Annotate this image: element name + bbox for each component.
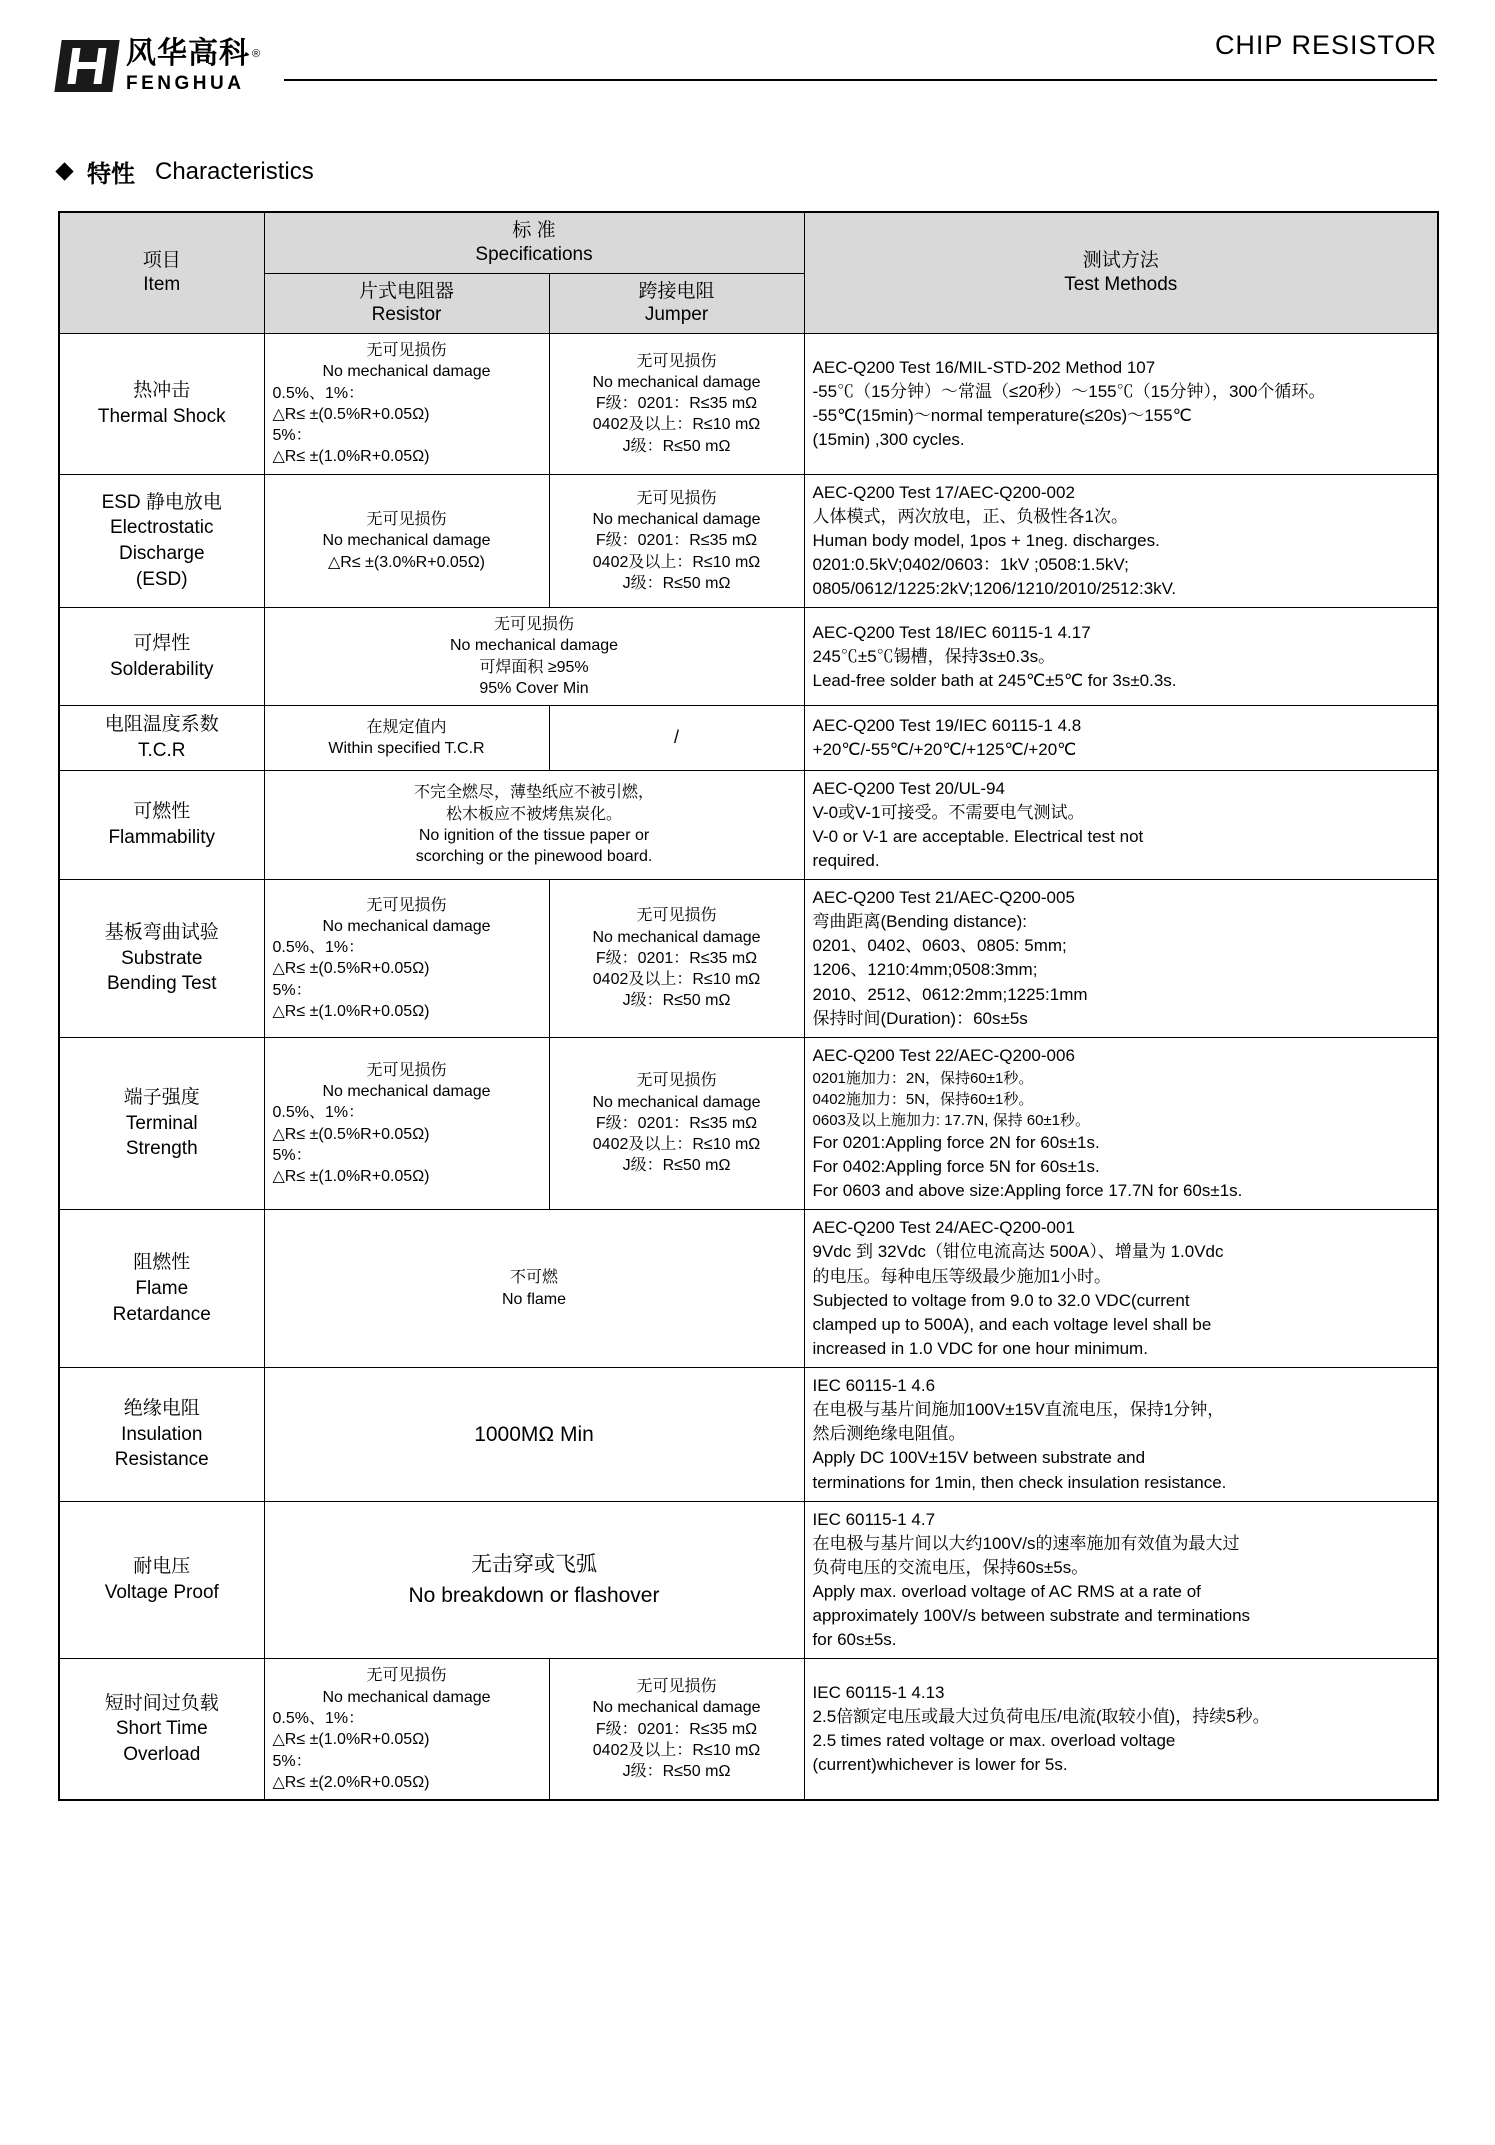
spec-resistor-line: △R≤ ±(0.5%R+0.05Ω) [272,405,430,423]
spec-resistor-line: 0.5%、1%： [272,1709,365,1727]
header-specifications [264,212,804,273]
spec-jumper-cell [549,706,804,770]
spec-resistor-line: △R≤ ±(3.0%R+0.05Ω) [328,553,485,571]
test-method-line: 0201、0402、0603、0805: 5mm; [812,936,1067,956]
item-name-en2: Overload [123,1744,201,1766]
spec-resistor-line: 无可见损伤 [366,511,447,528]
document-title: CHIP RESISTOR [1214,30,1437,60]
spec-jumper-line: / [674,726,680,747]
spec-jumper-line: J级：R≤50 mΩ [622,992,731,1010]
diamond-bullet-icon [55,162,73,180]
table-row [59,1501,1438,1659]
test-method-line: Apply DC 100V±15V between substrate and [812,1448,1146,1468]
item-name-en: Solderability [110,658,214,680]
test-method-cell [804,1368,1438,1502]
test-method-line: AEC-Q200 Test 19/IEC 60115-1 4.8 [812,715,1082,735]
spec-jumper-line: No mechanical damage [592,511,761,528]
test-method-line: 245℃±5℃锡槽，保持3s±0.3s。 [812,646,1056,666]
test-method-line: 弯曲距离(Bending distance): [812,912,1027,932]
spec-resistor-line: Within specified T.C.R [328,739,485,757]
spec-jumper-line: 无可见损伤 [636,352,717,370]
item-name-en: Substrate [121,947,203,969]
spec-resistor-line: 5%： [272,427,312,445]
spec-jumper-cell [549,1659,804,1800]
spec-jumper-line: J级：R≤50 mΩ [622,574,731,592]
test-method-line: Lead-free solder bath at 245℃±5℃ for 3s±0.3s. [812,670,1177,690]
item-name-en: Voltage Proof [104,1582,219,1604]
test-method-line: 0603及以上施加力: 17.7N, 保持 60±1秒。 [812,1111,1091,1129]
item-cell [59,1659,264,1800]
spec-merged-line: No ignition of the tissue paper or [418,826,650,844]
spec-jumper-line: F级：0201：R≤35 mΩ [595,949,758,967]
test-method-line: 保持时间(Duration)：60s±5s [812,1008,1028,1028]
test-method-line: IEC 60115-1 4.6 [812,1376,936,1396]
spec-jumper-line: 无可见损伤 [636,489,717,507]
test-method-line: 2010、2512、0612:2mm;1225:1mm [812,984,1088,1004]
test-method-cell [804,1659,1438,1800]
test-method-line: 然后测绝缘电阻值。 [812,1424,966,1444]
spec-merged-line: No breakdown or flashover [408,1584,660,1608]
spec-jumper-line: J级：R≤50 mΩ [622,1157,731,1175]
section-title-en: Characteristics [155,157,314,185]
spec-resistor-line: △R≤ ±(0.5%R+0.05Ω) [272,960,430,978]
test-method-cell [804,880,1438,1038]
item-name-en2: Resistance [114,1449,209,1471]
item-name-en2: Retardance [112,1303,211,1325]
test-method-line: 人体模式，两次放电，正、负极性各1次。 [812,506,1128,526]
spec-resistor-line: △R≤ ±(1.0%R+0.05Ω) [272,448,430,466]
spec-merged-line: No flame [501,1290,567,1308]
spec-jumper-line: F级：0201：R≤35 mΩ [595,395,758,413]
spec-merged-line: 95% Cover Min [479,680,589,698]
test-method-cell [804,334,1438,475]
item-name-en: Thermal Shock [97,405,226,427]
spec-resistor-line: 无可见损伤 [366,896,447,914]
spec-resistor-cell [264,1037,549,1210]
spec-resistor-line: 0.5%、1%： [272,1104,365,1122]
test-method-line: terminations for 1min, then check insulation resistance. [812,1472,1227,1492]
item-name-cn: 电阻温度系数 [104,714,219,736]
test-method-line: AEC-Q200 Test 16/MIL-STD-202 Method 107 [812,357,1156,377]
spec-merged-cell [264,1501,804,1659]
spec-resistor-line: No mechanical damage [322,917,491,935]
test-method-line: AEC-Q200 Test 21/AEC-Q200-005 [812,888,1075,908]
item-name-cn: 耐电压 [133,1556,191,1578]
spec-resistor-line: 0.5%、1%： [272,384,365,402]
item-name-cn: 可燃性 [133,801,191,823]
spec-resistor-cell [264,706,549,770]
item-name-cn: 端子强度 [123,1087,200,1109]
test-method-line: V-0或V-1可接受。不需要电气测试。 [812,802,1085,822]
spec-merged-line: 1000MΩ Min [474,1422,594,1446]
test-method-line: 2.5 times rated voltage or max. overload voltage [812,1731,1176,1751]
spec-resistor-line: 在规定值内 [366,718,447,736]
test-method-cell [804,1037,1438,1210]
logo-english-name: FENGHUA [126,73,245,94]
spec-jumper-line: No mechanical damage [592,1093,761,1111]
spec-jumper-line: No mechanical damage [592,1699,761,1717]
spec-merged-cell [264,770,804,880]
test-method-line: approximately 100V/s between substrate and terminations [812,1606,1251,1626]
spec-jumper-line: J级：R≤50 mΩ [622,1763,731,1781]
item-name-en2: Bending Test [106,973,217,995]
table-row [59,608,1438,706]
spec-jumper-cell [549,880,804,1038]
test-method-line: AEC-Q200 Test 17/AEC-Q200-002 [812,482,1075,502]
spec-merged-line: No mechanical damage [449,637,619,655]
table-row [59,770,1438,880]
spec-jumper-cell [549,334,804,475]
item-cell [59,706,264,770]
test-method-cell [804,706,1438,770]
header-test-en: Test Methods [1064,274,1178,295]
test-method-line: For 0402:Appling force 5N for 60s±1s. [812,1157,1100,1177]
item-name-en: Short Time [115,1718,208,1740]
item-name-en: Electrostatic [110,517,214,539]
test-method-cell [804,1501,1438,1659]
table-row [59,1037,1438,1210]
company-logo [58,39,260,93]
header-resistor-en: Resistor [371,304,442,326]
item-name-cn: 短时间过负载 [104,1692,219,1714]
spec-jumper-line: 0402及以上：R≤10 mΩ [592,1741,761,1759]
fenghua-logo-icon [54,40,119,92]
table-row [59,1210,1438,1368]
test-method-line: clamped up to 500A), and each voltage level shall be [812,1314,1212,1334]
spec-resistor-line: △R≤ ±(1.0%R+0.05Ω) [272,1002,430,1020]
test-method-line: For 0603 and above size:Appling force 17.7N for 60s±1s. [812,1181,1243,1201]
table-row [59,334,1438,475]
spec-resistor-line: 无可见损伤 [366,1061,447,1079]
header-spec-en: Specifications [475,243,593,265]
item-name-en: Flammability [108,826,216,848]
item-cell [59,770,264,880]
spec-jumper-line: 无可见损伤 [636,907,717,925]
page-header [58,0,1437,114]
header-item-cn: 项目 [142,250,181,272]
header-test-methods [804,212,1438,334]
spec-jumper-line: No mechanical damage [592,373,761,391]
header-resistor-cn: 片式电阻器 [358,280,454,302]
test-method-line: -55℃(15min)～normal temperature(≤20s)～155℃ [812,405,1192,425]
header-item [59,212,264,334]
item-name-cn: 可焊性 [133,633,191,655]
header-jumper-cn: 跨接电阻 [638,280,715,302]
spec-resistor-line: 0.5%、1%： [272,939,365,957]
item-cell [59,1210,264,1368]
spec-resistor-cell [264,1659,549,1800]
item-name-cn: ESD 静电放电 [101,491,222,513]
spec-merged-line: 无可见损伤 [494,616,575,634]
spec-resistor-line: △R≤ ±(1.0%R+0.05Ω) [272,1731,430,1749]
item-name-en2: Discharge [118,542,205,564]
registered-mark-icon: ® [252,47,261,60]
spec-jumper-line: 0402及以上：R≤10 mΩ [592,1136,761,1154]
test-method-line: for 60s±5s. [812,1630,897,1650]
spec-resistor-line: 5%： [272,1146,312,1164]
test-method-line: Human body model, 1pos + 1neg. discharges. [812,530,1160,550]
spec-resistor-line: No mechanical damage [322,363,491,381]
test-method-line: 2.5倍额定电压或最大过负荷电压/电流(取较小值)，持续5秒。 [812,1707,1270,1727]
test-method-cell [804,608,1438,706]
spec-jumper-line: F级：0201：R≤35 mΩ [595,532,758,550]
item-name-cn: 热冲击 [133,380,191,402]
table-row [59,1368,1438,1502]
header-jumper-en: Jumper [644,304,709,326]
test-method-line: 0805/0612/1225:2kV;1206/1210/2010/2512:3kV. [812,579,1177,599]
item-cell [59,1368,264,1502]
test-method-line: 负荷电压的交流电压，保持60s±5s。 [812,1557,1089,1577]
item-cell [59,334,264,475]
test-method-line: (15min) ,300 cycles. [812,429,965,449]
table-row [59,1659,1438,1800]
spec-jumper-cell [549,474,804,608]
spec-resistor-line: 5%： [272,1752,312,1770]
test-method-line: 9Vdc 到 32Vdc（钳位电流高达 500A）、增量为 1.0Vdc [812,1242,1224,1262]
item-cell [59,1037,264,1210]
test-method-cell [804,1210,1438,1368]
table-header-row [59,212,1438,273]
spec-jumper-line: J级：R≤50 mΩ [622,437,731,455]
item-name-en2: Strength [125,1138,198,1160]
logo-text [126,39,260,93]
spec-jumper-line: 无可见损伤 [636,1678,717,1696]
spec-resistor-line: 无可见损伤 [366,342,447,359]
spec-resistor-line: △R≤ ±(2.0%R+0.05Ω) [272,1773,430,1791]
spec-jumper-line: 0402及以上：R≤10 mΩ [592,553,761,571]
header-item-en: Item [143,274,181,295]
item-cell [59,1501,264,1659]
spec-merged-line: scorching or the pinewood board. [415,848,653,866]
header-divider [284,79,1437,81]
spec-merged-line: 不可燃 [510,1269,559,1287]
spec-resistor-line: No mechanical damage [322,1688,491,1706]
item-name-en: T.C.R [138,739,186,761]
test-method-line: IEC 60115-1 4.13 [812,1682,945,1702]
test-method-line: 在电极与基片间施加100V±15V直流电压，保持1分钟， [812,1400,1225,1420]
item-name-cn: 绝缘电阻 [123,1397,200,1419]
table-row [59,474,1438,608]
logo-chinese-name: 风华高科 [126,37,250,70]
test-method-line: 0201施加力：2N，保持60±1秒。 [812,1069,1034,1087]
spec-merged-cell [264,1368,804,1502]
spec-merged-line: 可焊面积 ≥95% [479,658,589,676]
table-row [59,706,1438,770]
spec-resistor-line: 无可见损伤 [366,1667,447,1685]
item-name-en: Terminal [125,1112,198,1134]
header-jumper [549,273,804,334]
test-method-line: required. [812,850,880,870]
test-method-line: 0201:0.5kV;0402/0603：1kV ;0508:1.5kV; [812,554,1129,574]
characteristics-table [58,211,1439,1801]
test-method-line: For 0201:Appling force 2N for 60s±1s. [812,1132,1100,1152]
test-method-line: 在电极与基片间以大约100V/s的速率施加有效值为最大过 [812,1533,1240,1553]
table-row [59,880,1438,1038]
header-test-cn: 测试方法 [1082,250,1159,272]
test-method-line: AEC-Q200 Test 24/AEC-Q200-001 [812,1218,1075,1238]
test-method-line: AEC-Q200 Test 22/AEC-Q200-006 [812,1045,1075,1065]
test-method-line: increased in 1.0 VDC for one hour minimum. [812,1338,1148,1358]
test-method-line: AEC-Q200 Test 18/IEC 60115-1 4.17 [812,622,1091,642]
spec-jumper-line: 0402及以上：R≤10 mΩ [592,416,761,434]
item-cell [59,474,264,608]
test-method-line: V-0 or V-1 are acceptable. Electrical test not [812,826,1144,846]
test-method-line: 1206、1210:4mm;0508:3mm; [812,960,1038,980]
test-method-line: -55℃（15分钟）～常温（≤20秒）～155℃（15分钟），300个循环。 [812,381,1326,401]
test-method-line: Apply max. overload voltage of AC RMS at a rate of [812,1582,1201,1602]
test-method-line: AEC-Q200 Test 20/UL-94 [812,778,1005,798]
spec-jumper-cell [549,1037,804,1210]
spec-resistor-line: 5%： [272,981,312,999]
test-method-cell [804,770,1438,880]
test-method-cell [804,474,1438,608]
spec-jumper-line: No mechanical damage [592,928,761,946]
spec-merged-cell [264,1210,804,1368]
test-method-line: IEC 60115-1 4.7 [812,1509,936,1529]
spec-jumper-line: F级：0201：R≤35 mΩ [595,1114,758,1132]
section-title-cn: 特性 [87,161,135,188]
item-name-en3: (ESD) [135,568,188,590]
test-method-line: +20℃/-55℃/+20℃/+125℃/+20℃ [812,739,1077,759]
spec-jumper-line: F级：0201：R≤35 mΩ [595,1720,758,1738]
test-method-line: (current)whichever is lower for 5s. [812,1755,1068,1775]
header-spec-cn: 标 准 [512,220,556,241]
spec-resistor-line: No mechanical damage [322,532,491,550]
test-method-line: 0402施加力：5N，保持60±1秒。 [812,1090,1034,1108]
spec-jumper-line: 0402及以上：R≤10 mΩ [592,971,761,989]
header-resistor [264,273,549,334]
spec-resistor-cell [264,880,549,1038]
item-name-cn: 基板弯曲试验 [104,921,219,943]
spec-merged-cell [264,608,804,706]
spec-jumper-line: 无可见损伤 [636,1072,717,1090]
item-name-en: Insulation [121,1423,203,1445]
spec-resistor-cell [264,334,549,475]
spec-resistor-cell [264,474,549,608]
item-cell [59,608,264,706]
item-cell [59,880,264,1038]
spec-merged-line: 松木板应不被烤焦炭化。 [446,805,623,823]
test-method-line: 的电压。每种电压等级最少施加1小时。 [812,1266,1111,1286]
spec-merged-line: 无击穿或飞弧 [471,1552,597,1576]
spec-resistor-line: No mechanical damage [322,1083,491,1101]
item-name-en: Flame [135,1277,189,1299]
spec-resistor-line: △R≤ ±(0.5%R+0.05Ω) [272,1125,430,1143]
item-name-cn: 阻燃性 [133,1252,191,1274]
spec-resistor-line: △R≤ ±(1.0%R+0.05Ω) [272,1168,430,1186]
spec-merged-line: 不完全燃尽，薄垫纸应不被引燃， [414,784,655,802]
test-method-line: Subjected to voltage from 9.0 to 32.0 VDC(current [812,1290,1190,1310]
section-heading [58,154,1437,189]
